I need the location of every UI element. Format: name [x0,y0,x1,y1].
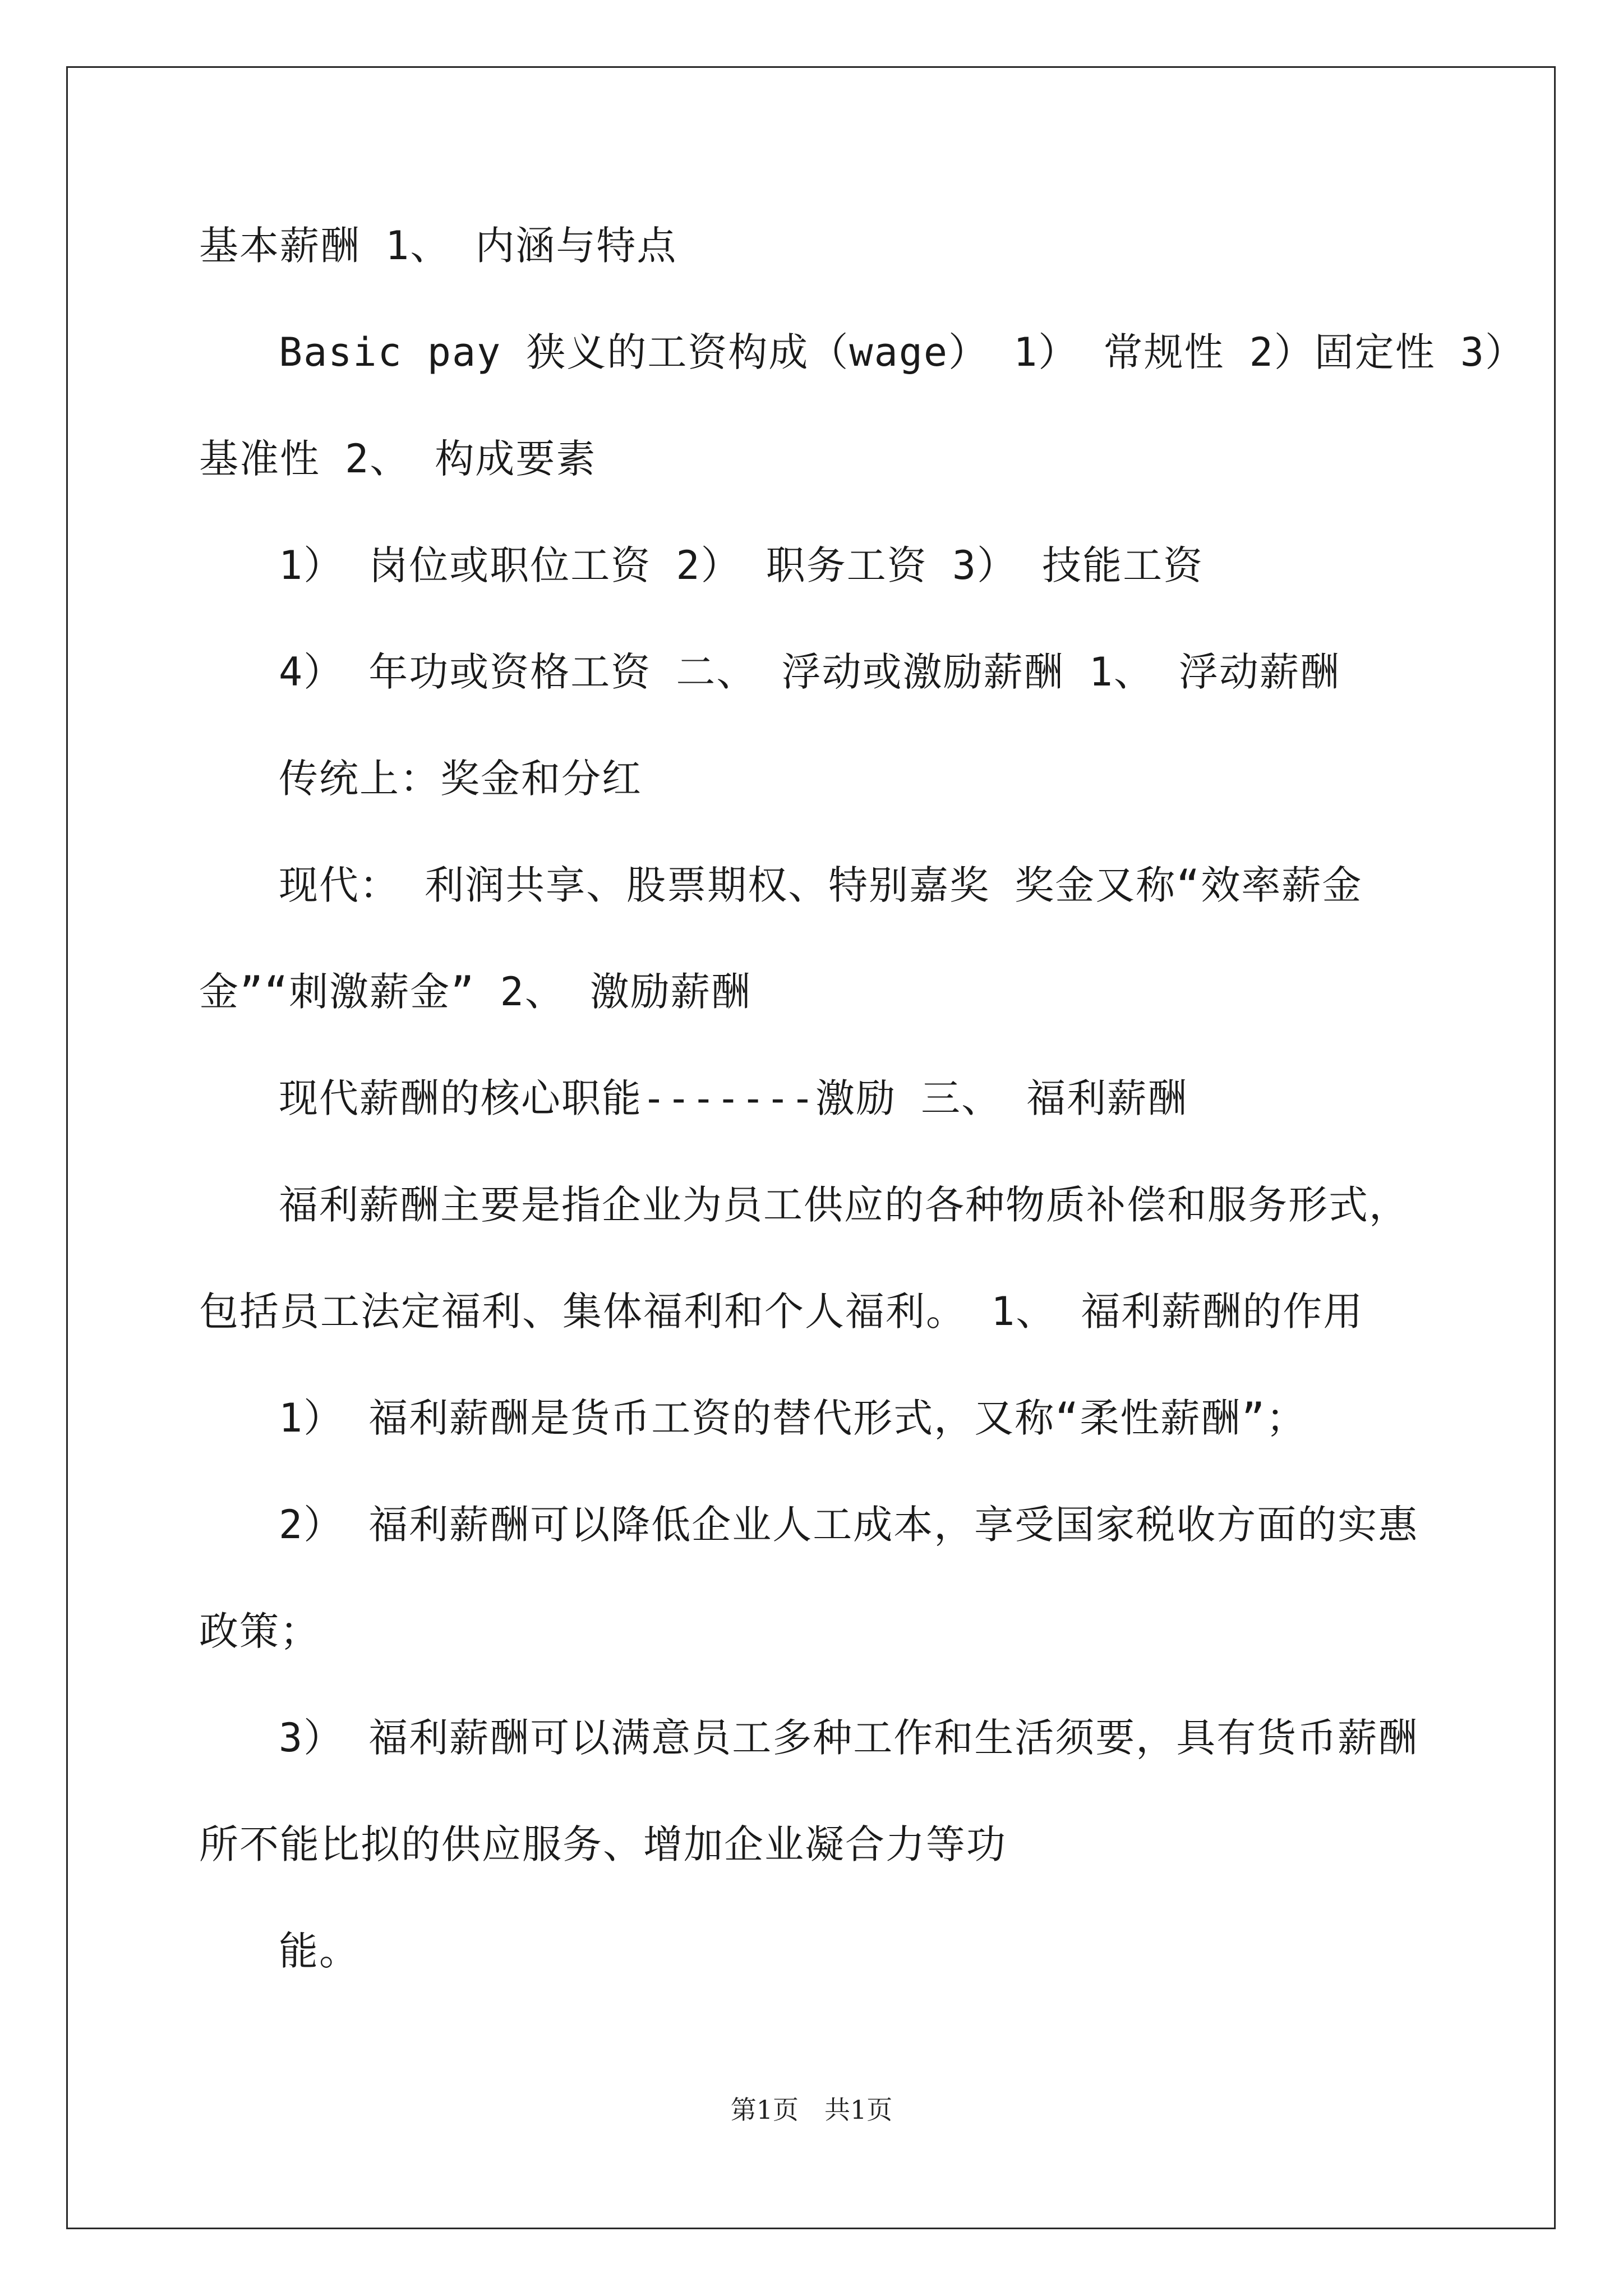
text-line: 基本薪酬 1、 内涵与特点 [199,223,677,269]
text-line: 传统上：奖金和分红 [279,756,642,802]
text-line: 现代： 利润共享、股票期权、特别嘉奖 奖金又称“效率薪金 [279,862,1363,908]
text-line: 2） 福利薪酬可以降低企业人工成本，享受国家税收方面的实惠 [279,1502,1419,1548]
text-line: 4） 年功或资格工资 二、 浮动或激励薪酬 1、 浮动薪酬 [279,649,1341,695]
text-line: 所不能比拟的供应服务、增加企业凝合力等功 [199,1821,1007,1867]
text-line: 政策； [199,1608,320,1654]
text-line: 3） 福利薪酬可以满意员工多种工作和生活须要，具有货币薪酬 [279,1715,1419,1761]
page-footer: 第1页 共1页 [730,2095,893,2125]
text-line: 金”“刺激薪金” 2、 激励薪酬 [199,969,751,1015]
page-border [66,66,1556,2229]
text-line: 现代薪酬的核心职能-------激励 三、 福利薪酬 [279,1075,1188,1121]
text-line: 1） 岗位或职位工资 2） 职务工资 3） 技能工资 [279,542,1204,588]
text-line: 基准性 2、 构成要素 [199,436,597,482]
text-line: 1） 福利薪酬是货币工资的替代形式，又称“柔性薪酬”； [279,1395,1307,1441]
text-line: 能。 [279,1928,359,1974]
text-line: 包括员工法定福利、集体福利和个人福利。 1、 福利薪酬的作用 [199,1289,1364,1335]
text-line: 福利薪酬主要是指企业为员工供应的各种物质补偿和服务形式， [279,1182,1409,1228]
text-line: Basic pay 狭义的工资构成（wage） 1） 常规性 2）固定性 3） [279,329,1526,375]
